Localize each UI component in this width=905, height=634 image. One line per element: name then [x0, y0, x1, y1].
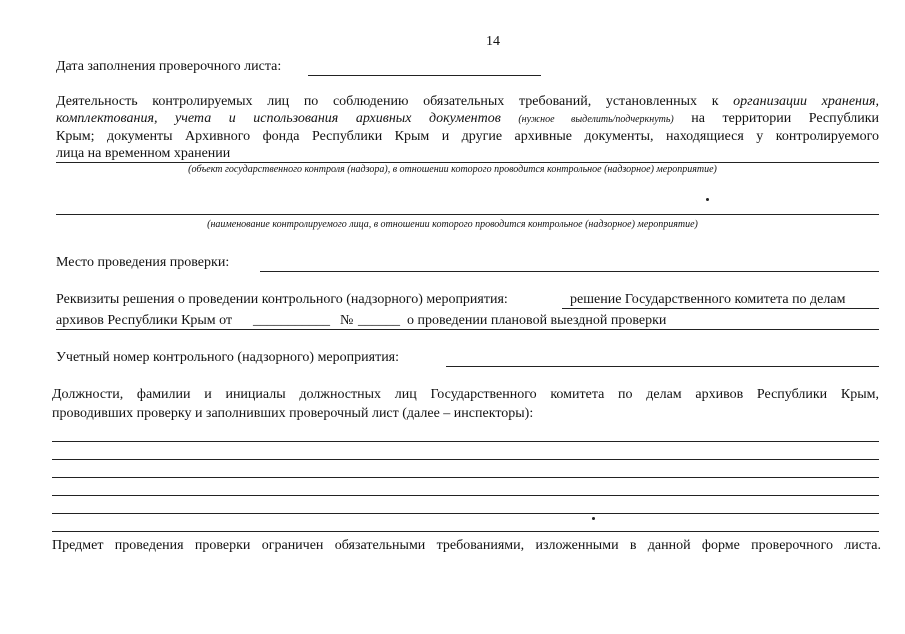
page-number: 14: [486, 34, 500, 49]
controlled-person-caption: (наименование контролируемого лица, в отношении которого проводится контрольное (надзорное) мероприятие): [207, 219, 698, 230]
decision-line-2-end: о проведении плановой выездной проверки: [407, 313, 667, 328]
decision-number-blank[interactable]: ______: [358, 313, 400, 328]
fill-date-label: Дата заполнения проверочного листа:: [56, 59, 282, 74]
decision-field-line-1[interactable]: [562, 308, 879, 309]
inspector-field-6[interactable]: [52, 531, 879, 532]
control-object-caption: (объект государственного контроля (надзора), в отношении которого проводится контрольное (надзорное) мероприятие): [188, 164, 717, 175]
registration-label: Учетный номер контрольного (надзорного) мероприятия:: [56, 350, 400, 365]
activity-line-1: Деятельность контролируемых лиц по соблюдению обязательных требований, установленных к организации хранения,: [56, 94, 880, 109]
decision-date-blank[interactable]: ___________: [253, 313, 330, 328]
inspectors-line-1: Должности, фамилии и инициалы должностных лиц Государственного комитета по делам архивов Республики Крым,: [52, 387, 879, 402]
inspector-field-2[interactable]: [52, 459, 879, 460]
inspector-field-4[interactable]: [52, 495, 879, 496]
activity-line-3: Крым; документы Архивного фонда Республики Крым и другие архивные документы, находящиеся у контролируемого: [56, 129, 879, 144]
place-field[interactable]: [260, 271, 879, 272]
decision-field-line-2[interactable]: [56, 329, 879, 330]
decision-value-part1: решение Государственного комитета по делам: [570, 292, 846, 307]
activity-line-4: лица на временном хранении: [56, 146, 231, 161]
inspector-field-1[interactable]: [52, 441, 879, 442]
fill-date-field[interactable]: [308, 75, 541, 76]
place-label: Место проведения проверки:: [56, 255, 230, 270]
subject-statement: Предмет проведения проверки ограничен обязательными требованиями, изложенными в данной форме проверочного листа.: [52, 538, 881, 553]
control-object-line: [56, 162, 879, 163]
registration-field[interactable]: [446, 366, 879, 367]
scan-dot: [706, 198, 709, 201]
inspector-field-5[interactable]: [52, 513, 879, 514]
inspector-field-3[interactable]: [52, 477, 879, 478]
inspectors-line-2: проводивших проверку и заполнивших проверочный лист (далее – инспекторы):: [52, 406, 534, 421]
decision-label: Реквизиты решения о проведении контрольного (надзорного) мероприятия:: [56, 292, 508, 307]
controlled-person-field[interactable]: [56, 214, 879, 215]
decision-number-sign: №: [340, 313, 354, 328]
scan-dot: [592, 517, 595, 520]
activity-line-2: комплектования, учета и использования архивных документов (нужное выделить/подчеркнуть) на территории Республики: [56, 111, 880, 126]
decision-line-2-start: архивов Республики Крым от: [56, 313, 233, 328]
